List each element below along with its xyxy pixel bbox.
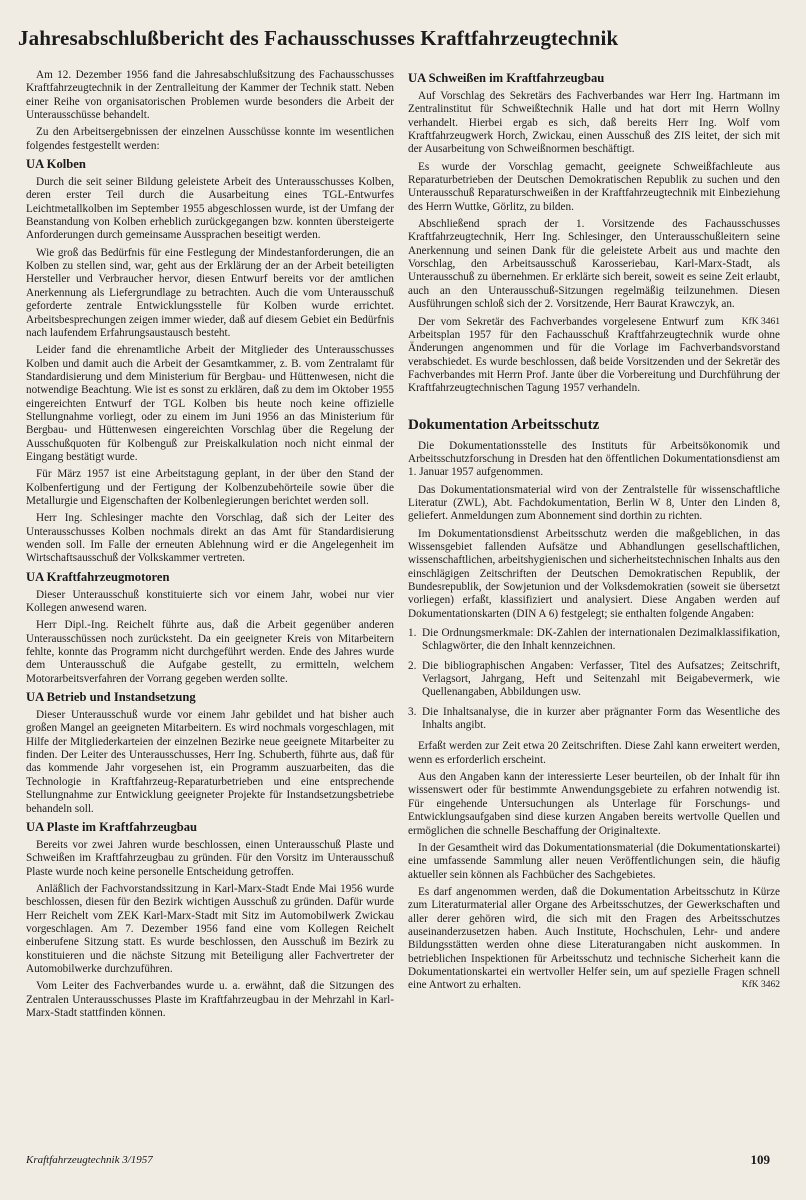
body-paragraph: Dieser Unterausschuß konstituierte sich vor einem Jahr, wobei nur vier Kollegen anwesend waren. — [26, 588, 394, 615]
body-paragraph: Für März 1957 ist eine Arbeitstagung geplant, in der über den Stand der Kolbenfertigung und der Fertigung der Kolbenzubehörteile sowie über die Metallurgie und Eigenschaften der Kolbenlegierungen berichtet werden soll. — [26, 468, 394, 507]
body-paragraph: Durch die seit seiner Bildung geleistete Arbeit des Unterausschusses Kolben, deren erster Teil durch die Ausarbeitung eines TGL-Entwurfes Leichtmetallkolben im September 1955 abgeschlossen wurde, ist der Umfang der Beanstandung von Kolben erheblich zurückgegangen bzw. konnten übersteigerte Anforderungen durch gemeinsame Aussprachen beseitigt werden. — [26, 176, 394, 242]
list-item: 3. Die Inhaltsanalyse, die in kurzer aber prägnanter Form das Wesentliche des Inhalts angibt. — [408, 705, 780, 732]
page-title: Jahresabschlußbericht des Fachausschusses Kraftfahrzeugtechnik — [18, 26, 619, 50]
right-column — [408, 71, 780, 997]
section-heading-plaste: UA Plaste im Kraftfahrzeugbau — [26, 819, 198, 834]
left-column — [26, 69, 394, 1024]
page-number: 109 — [750, 1152, 770, 1167]
body-paragraph: In der Gesamtheit wird das Dokumentationsmaterial (die Dokumentationskartei) eine umfassende Sammlung aller neuen Veröffentlichungen sein, die häufig aktueller sein können als Fachbücher des Sachgebietes. — [408, 841, 780, 881]
numbered-list — [408, 627, 780, 732]
section-heading-schweissen: UA Schweißen im Kraftfahrzeugbau — [408, 71, 605, 85]
body-paragraph: KfK 3461 Der vom Sekretär des Fachverbandes vorgelesene Entwurf zum Arbeitsplan 1957 für den Fachausschuß Kraftfahrzeugtechnik wurde ohne Änderungen angenommen und für die Vorlage im Fachverbandsvorstand verabschiedet. Es wurde beschlossen, daß beide Vorsitzenden und der Sekretär des Fachverbandes mit Herrn Prof. Jante über die Vorbereitung und Durchführung der Kraftfahrzeugtechnischen Tagung 1957 verhandeln. — [408, 315, 780, 395]
list-item: 1. Die Ordnungsmerkmale: DK-Zahlen der internationalen Dezimalklassifikation, Schlagwörter, die den Inhalt kennzeichnen. — [408, 627, 780, 653]
intro-paragraph: Am 12. Dezember 1956 fand die Jahresabschlußsitzung des Fachausschusses Kraftfahrzeugtechnik in der Zentralleitung der Kammer der Technik statt. Neben einer Reihe von organisatorischen Problemen wurde besonders die Arbeit der Unterausschüsse behandelt. — [26, 69, 394, 122]
body-paragraph: Aus den Angaben kann der interessierte Leser beurteilen, ob der Inhalt für ihn wissenswert oder für bestimmte Anwendungsgebiete zu erfahren notwendig ist. Für eingehende Untersuchungen als Unterlage für Forschungs- und Entwicklungsaufgaben sind diese kurzen Angaben bereits wertvolle Quellen und ermöglichen die schnelle Beschaffung der Originaltexte. — [408, 771, 780, 837]
reference-code: KfK 3461 — [741, 316, 780, 327]
body-paragraph: Anläßlich der Fachvorstandssitzung in Karl-Marx-Stadt Ende Mai 1956 wurde beschlossen, diesen für den Bezirk wichtigen Ausschuß zu gründen. Dafür wurde Herr Reichelt vom ZEK Karl-Marx-Stadt mit Sitz im Automobilwerk Zwickau vorgeschlagen. Am 7. Dezember 1956 fand eine vom Kollegen Reichelt einberufene Sitzung statt. Es wurde beschlossen, den Ausschuß im Bezirk zu konstituieren und die nächste Sitzung mit Beteiligung aller Fachvertreter der Automobilwerke durchzuführen. — [26, 882, 394, 975]
body-paragraph: Auf Vorschlag des Sekretärs des Fachverbandes war Herr Ing. Hartmann im Zentralinstitut für Schweißtechnik Halle und hat dort mit Herrn Wollny verhandelt. Hierbei ergab es sich, daß bereits Herr Ing. Wolf vom Kraftfahrzeugwerk Horch, Zwickau, einen Ausschuß des ZIS leitet, der sich mit der Ausarbeitung von Schweißnormen beschäftigt. — [408, 90, 780, 156]
list-item: 2. Die bibliographischen Angaben: Verfasser, Titel des Aufsatzes; Zeitschrift, Verlagsort, Jahrgang, Heft und Seitenzahl mit Beigabevermerk, wie Quellenangaben, Abbildungen usw. — [408, 659, 780, 699]
body-paragraph: Leider fand die ehrenamtliche Arbeit der Mitglieder des Unterausschusses Kolben und damit auch die Arbeit der Gesamtkammer, z. B. vom Zentralamt für Standardisierung und dem Ministerium für Bergbau- und Hüttenwesen, nicht die notwendige Beachtung. Wie ist es sonst zu erklären, daß zu dem im Oktober 1955 eingereichten Entwurf der TGL Kolben bis heute noch keine offizielle Stellungnahme vorliegt, oder zu einem im Juni 1956 an das Ministerium für Bergbau- und Hüttenwesen eingereichten Vorschlag über die Regelung der Ausschußquoten für Kolbenguß zur Preiskalkulation noch nicht einmal der Eingang bestätigt wurde. — [26, 344, 394, 463]
body-paragraph: Bereits vor zwei Jahren wurde beschlossen, einen Unterausschuß Plaste und Schweißen im Kraftfahrzeugbau zu gründen. Für den Vorsitz im Unterausschuß Plaste wurde noch keine personelle Entscheidung getroffen. — [26, 838, 394, 878]
body-paragraph: Erfaßt werden zur Zeit etwa 20 Zeitschriften. Diese Zahl kann erweitert werden, wenn es erforderlich erscheint. — [408, 740, 780, 766]
body-paragraph: Die Dokumentationsstelle des Instituts für Arbeitsökonomik und Arbeitsschutzforschung in Dresden hat den öffentlichen Dokumentationsdienst am 1. Januar 1957 aufgenommen. — [408, 439, 780, 479]
section-heading-dokumentation: Dokumentation Arbeitsschutz — [408, 416, 600, 433]
section-heading-motoren: UA Kraftfahrzeugmotoren — [26, 569, 170, 584]
body-paragraph: Es darf angenommen werden, daß die Dokumentation Arbeitsschutz in Kürze zum Literaturmaterial aller Organe des Arbeitsschutzes, der Gewerkschaften und aller derer gehören wird, die sich mit den Fragen des Arbeitsschutzes auseinanderzusetzen haben. Auch Institute, Hochschulen, Lehr- und andere Bildungsstätten werden ohne diese Literaturangaben nicht auskommen. In betrieblichen Inspektionen für Arbeitsschutz und technische Sicherheit kann die Dokumentationskartei ein wertvoller Helfer sein, um auf spezielle Fragen schnell eine Antwort zu erhalten. KfK 3462 — [408, 885, 780, 992]
body-paragraph: Vom Leiter des Fachverbandes wurde u. a. erwähnt, daß die Sitzungen des Zentralen Unterausschusses Plaste im Kraftfahrzeugbau in der Mehrzahl in Karl-Marx-Stadt stattfinden können. — [26, 980, 394, 1019]
body-paragraph: Im Dokumentationsdienst Arbeitsschutz werden die maßgeblichen, in das Wissensgebiet fallenden Aufsätze und Abhandlungen gesellschaftlichen, wissenschaftlichen, arbeitshygienischen und sicherheitstechnischen Inhalts aus den einschlägigen Zeitschriften der Deutschen Demokratischen Republik, der Bundesrepublik, der Sowjetunion und der Volksdemokratien (soweit sie übersetzt vorliegen) erfaßt, klassifiziert und analysiert. Diese Angaben werden auf Dokumentationskarten (DIN A 6) festgelegt; sie enthalten folgende Angaben: — [408, 527, 780, 620]
section-heading-kolben: UA Kolben — [26, 157, 86, 172]
body-paragraph: Dieser Unterausschuß wurde vor einem Jahr gebildet und hat bisher auch großen Mangel an geeigneten Mitarbeitern. Es wird nochmals vorgeschlagen, mit Hilfe der Mitgliederkarteien der einzelnen Bezirke neue geeignete Mitarbeiter zu finden. Der Leiter des Unterausschusses, Herr Ing. Schuberth, führte aus, daß für das kommende Jahr vorgesehen ist, ein Programm auszuarbeiten, das die Technologie in Kraftfahrzeug-Reparaturbetrieben und eine entsprechende Stellungnahme zur Entwicklung geeigneter Projekte für Instandsetzungsbetriebe behandeln soll. — [26, 709, 394, 815]
body-paragraph: Es wurde der Vorschlag gemacht, geeignete Schweißfachleute aus Reparaturbetrieben der Deutschen Demokratischen Republik zu suchen und den Unterausschuß Reparaturschweißen in der Kraftfahrzeugtechnik mit Einbeziehung des Herrn Wuttke, Görlitz, zu bilden. — [408, 160, 780, 213]
body-paragraph: Wie groß das Bedürfnis für eine Festlegung der Mindestanforderungen, die an Kolben zu stellen sind, war, geht aus der Erklärung der an der Arbeit beteiligten Hersteller und Verbraucher hervor, diesen Entwurf bereits vor der amtlichen Anerkennung als Liefergrundlage zu betrachten. Auch die vom Unterausschuß geforderte zentrale Entwicklungsstelle für Kolben wurde errichtet. Arbeitsbesprechungen zeigen immer wieder, daß auf diesem Gebiet ein Bedürfnis nach laufendem Erfahrungsaustausch besteht. — [26, 246, 394, 339]
body-paragraph: Das Dokumentationsmaterial wird von der Zentralstelle für wissenschaftliche Literatur (ZWL), Abt. Fachdokumentation, Berlin W 8, Unter den Linden 8, geliefert. Anmeldungen zum Abonnement sind dorthin zu richten. — [408, 483, 780, 523]
body-paragraph: Herr Ing. Schlesinger machte den Vorschlag, daß sich der Leiter des Unterausschusses Kolben nochmals direkt an das Amt für Standardisierung wenden soll. Im Falle der erneuten Ablehnung wird er die Angelegenheit im Wirtschaftsausschuß der Volkskammer vertreten. — [26, 512, 394, 565]
journal-footer: Kraftfahrzeugtechnik 3/1957 — [26, 1154, 153, 1166]
section-heading-betrieb: UA Betrieb und Instandsetzung — [26, 690, 196, 705]
intro-paragraph: Zu den Arbeitsergebnissen der einzelnen Ausschüsse konnte im wesentlichen folgendes festgestellt werden: — [26, 126, 394, 152]
body-paragraph: Herr Dipl.-Ing. Reichelt führte aus, daß die Arbeit gegenüber anderen Unterausschüssen noch zurücksteht. Da ein geeigneter Kreis von Mitarbeitern fehlte, konnte das Programm nicht durchgeführt werden. Ende des Jahres wurde dem Unterausschuß die Aufgabe gestellt, zu ermitteln, welchem Motorarbeitsverfahren der Vorrang gegeben werden sollte. — [26, 619, 394, 685]
body-paragraph: Abschließend sprach der 1. Vorsitzende des Fachausschusses Kraftfahrzeugtechnik, Herr Ing. Schlesinger, den Unterausschußleitern seine Anerkennung und seinen Dank für die geleistete Arbeit aus und machte den Vorschlag, den Arbeitsausschuß Karosseriebau, Karl-Marx-Stadt, als Unterausschuß zu übernehmen. Er erklärte sich bereit, soweit es seine Zeit erlaubt, auch an den Unterausschuß-Sitzungen regelmäßig teilzunehmen. Diesen Ausführungen schloß sich der 2. Vorsitzende, Herr Baurat Krawczyk, an. — [408, 218, 780, 311]
reference-code: KfK 3462 — [741, 980, 780, 991]
